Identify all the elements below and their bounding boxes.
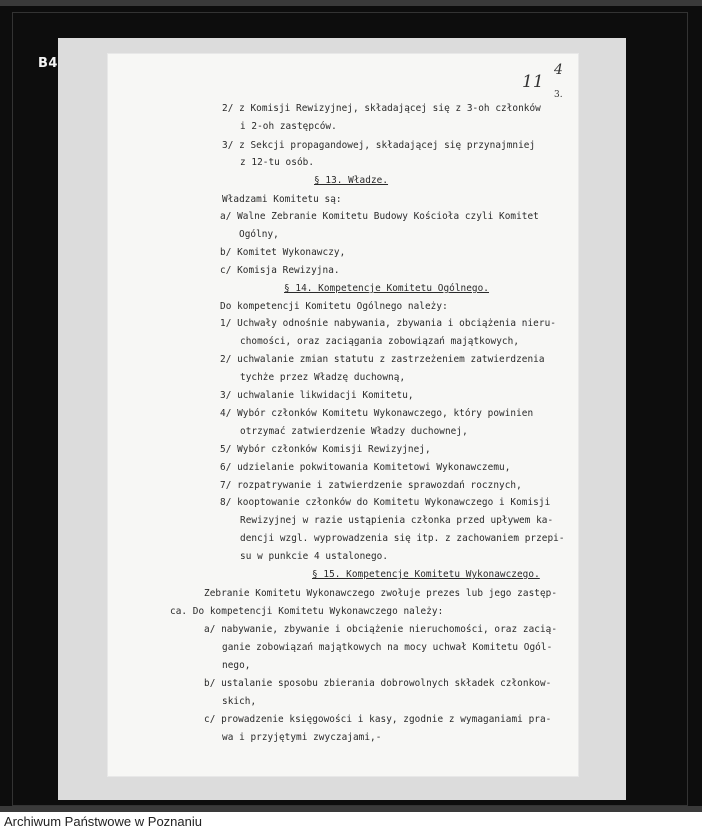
text-line: Ogólny,	[239, 229, 279, 240]
document-page	[108, 54, 578, 776]
text-line: chomości, oraz zaciągania zobowiązań majątkowych,	[240, 336, 520, 347]
section-heading: § 13. Władze.	[314, 175, 389, 186]
archive-caption: Archiwum Państwowe w Poznaniu	[4, 814, 202, 829]
text-line: su w punkcie 4 ustalonego.	[240, 551, 389, 562]
text-line: 1/ Uchwały odnośnie nabywania, zbywania i obciążenia nieru-	[220, 318, 556, 329]
handwritten-page-sub: 3.	[554, 90, 563, 100]
text-line: wa i przyjętymi zwyczajami,-	[222, 732, 382, 743]
handwritten-page-mark: 4	[554, 62, 563, 78]
text-line: 4/ Wybór członków Komitetu Wykonawczego, który powinien	[220, 408, 534, 419]
text-line: skich,	[222, 696, 257, 707]
film-strip-top	[0, 0, 702, 6]
text-line: nego,	[222, 660, 251, 671]
handwritten-page-number: 11	[522, 72, 544, 92]
text-line: 2/ z Komisji Rewizyjnej, składającej się z 3-oh członków	[222, 103, 541, 114]
text-line: dencji wzgl. wyprowadzenia się itp. z zachowaniem przepi-	[240, 533, 565, 544]
film-strip-bottom	[0, 806, 702, 812]
text-line: a/ nabywanie, zbywanie i obciążenie nieruchomości, oraz zacią-	[204, 624, 558, 635]
text-line: a/ Walne Zebranie Komitetu Budowy Kościoła czyli Komitet	[220, 211, 539, 222]
text-line: 3/ uchwalanie likwidacji Komitetu,	[220, 390, 414, 401]
text-line: c/ prowadzenie księgowości i kasy, zgodnie z wymaganiami pra-	[204, 714, 552, 725]
text-line: Do kompetencji Komitetu Ogólnego należy:	[220, 301, 448, 312]
text-line: z 12-tu osób.	[240, 157, 315, 168]
text-line: ganie zobowiązań majątkowych na mocy uchwał Komitetu Ogól-	[222, 642, 553, 653]
text-line: Rewizyjnej w razie ustąpienia członka przed upływem ka-	[240, 515, 554, 526]
text-line: i 2-oh zastępców.	[240, 121, 337, 132]
text-line: 7/ rozpatrywanie i zatwierdzenie sprawozdań rocznych,	[220, 480, 522, 491]
text-line: 5/ Wybór członków Komisji Rewizyjnej,	[220, 444, 431, 455]
text-line: b/ Komitet Wykonawczy,	[220, 247, 346, 258]
text-line: 3/ z Sekcji propagandowej, składającej się przynajmniej	[222, 140, 536, 151]
text-line: c/ Komisja Rewizyjna.	[220, 265, 340, 276]
text-line: Władzami Komitetu są:	[222, 194, 342, 205]
frame-label: B4	[38, 56, 58, 71]
text-line: 2/ uchwalanie zmian statutu z zastrzeżeniem zatwierdzenia	[220, 354, 545, 365]
text-line: ca. Do kompetencji Komitetu Wykonawczego należy:	[170, 606, 444, 617]
section-heading: § 15. Kompetencje Komitetu Wykonawczego.	[312, 569, 540, 580]
text-line: 8/ kooptowanie członków do Komitetu Wykonawczego i Komisji	[220, 497, 551, 508]
text-line: tychże przez Władzę duchowną,	[240, 372, 406, 383]
text-line: otrzymać zatwierdzenie Władzy duchownej,	[240, 426, 468, 437]
text-line: Zebranie Komitetu Wykonawczego zwołuje prezes lub jego zastęp-	[204, 588, 558, 599]
text-line: b/ ustalanie sposobu zbierania dobrowolnych składek członkow-	[204, 678, 552, 689]
section-heading: § 14. Kompetencje Komitetu Ogólnego.	[284, 283, 489, 294]
text-line: 6/ udzielanie pokwitowania Komitetowi Wykonawczemu,	[220, 462, 511, 473]
